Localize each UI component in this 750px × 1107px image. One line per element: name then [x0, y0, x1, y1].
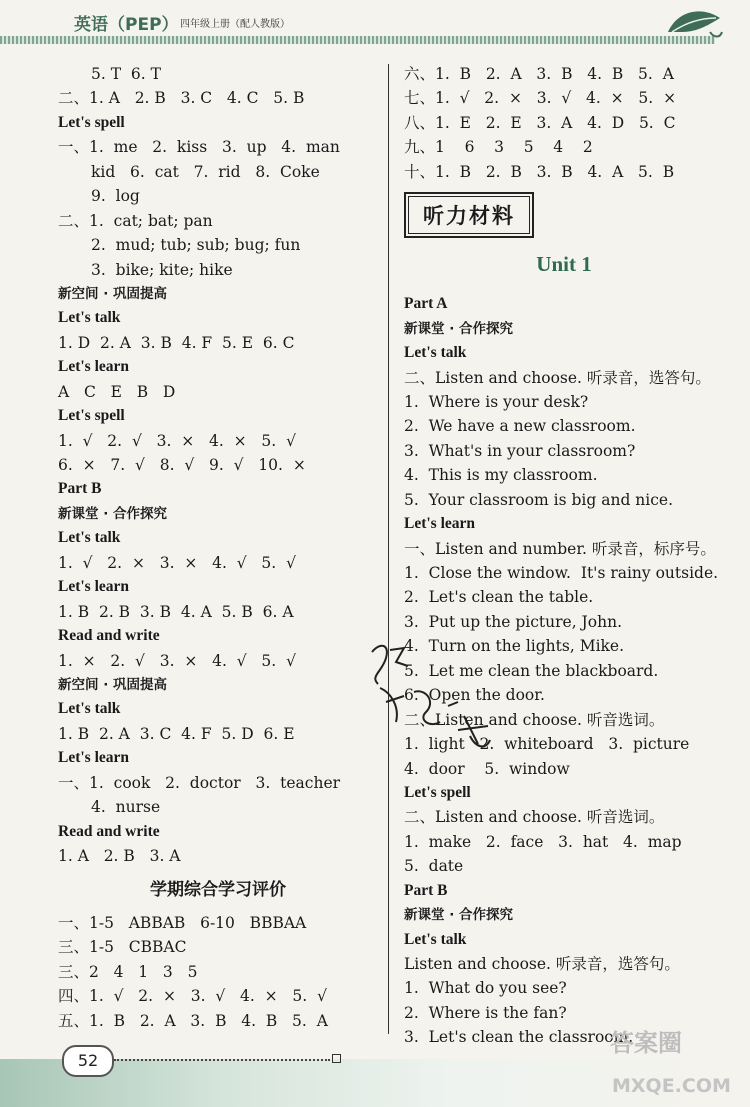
- text-line: 新课堂 · 合作探究: [404, 320, 514, 337]
- text-line: 3. Let's clean the classroom.: [404, 1028, 634, 1047]
- text-line: 4. This is my classroom.: [404, 466, 598, 485]
- text-line: 3. What's in your classroom?: [404, 441, 636, 460]
- text-line: Let's learn: [58, 749, 130, 767]
- text-line: 3. bike; kite; hike: [91, 260, 233, 279]
- text-line: Let's spell: [58, 113, 125, 131]
- listening-material-title: 听力材料: [408, 196, 530, 234]
- text-line: Let's spell: [404, 783, 471, 801]
- column-divider: [388, 64, 389, 1034]
- listening-material-box: [404, 184, 724, 244]
- text-line: 1. make 2. face 3. hat 4. map: [404, 832, 682, 851]
- text-line: Let's talk: [404, 930, 467, 948]
- text-line: Let's talk: [58, 529, 121, 547]
- header-band: [0, 36, 715, 44]
- text-line: 1. B 2. A 3. C 4. F 5. D 6. E: [58, 724, 295, 743]
- text-line: 1. × 2. √ 3. × 4. √ 5. √: [58, 651, 296, 670]
- book-title: 英语（PEP）: [74, 15, 179, 35]
- text-line: 4. nurse: [91, 798, 161, 817]
- text-line: 2. Let's clean the table.: [404, 588, 594, 607]
- text-line: 1. Close the window. It's rainy outside.: [404, 564, 719, 582]
- text-line: 4. Turn on the lights, Mike.: [404, 637, 625, 656]
- right-column: [404, 62, 724, 1050]
- text-line: 四、1. √ 2. × 3. √ 4. × 5. √: [58, 987, 327, 1006]
- text-line: 3. Put up the picture, John.: [404, 612, 622, 631]
- text-line: 新课堂 · 合作探究: [404, 907, 514, 924]
- text-line: 5. T 6. T: [91, 65, 161, 83]
- text-line: 二、Listen and choose. 听录音，选答句。: [404, 368, 711, 387]
- text-line: Read and write: [58, 627, 160, 645]
- text-line: 9. log: [91, 187, 140, 206]
- text-line: 1. D 2. A 3. B 4. F 5. E 6. C: [58, 333, 295, 352]
- text-line: 六、1. B 2. A 3. B 4. B 5. A: [404, 65, 674, 83]
- text-line: 5. Let me clean the blackboard.: [404, 661, 659, 680]
- text-line: 6. Open the door.: [404, 686, 545, 705]
- text-line: 五、1. B 2. A 3. B 4. B 5. A: [58, 1011, 328, 1030]
- text-line: Let's learn: [58, 578, 130, 596]
- text-line: 5. Your classroom is big and nice.: [404, 490, 674, 509]
- book-subtitle: 四年级上册（配人教版）: [180, 19, 290, 30]
- text-line: Part B: [404, 881, 448, 899]
- text-line: Listen and choose. 听录音，选答句。: [404, 955, 680, 973]
- text-line: 九、1 6 3 5 4 2: [404, 138, 593, 157]
- text-line: 1. light 2. whiteboard 3. picture: [404, 735, 690, 754]
- text-line: 十、1. B 2. B 3. B 4. A 5. B: [404, 162, 675, 181]
- text-line: 一、Listen and number. 听录音，标序号。: [404, 539, 716, 558]
- text-line: 1. What do you see?: [404, 979, 567, 998]
- text-line: 1. √ 2. √ 3. × 4. × 5. √: [58, 431, 296, 450]
- text-line: 2. We have a new classroom.: [404, 417, 636, 436]
- text-line: 二、Listen and choose. 听音选词。: [404, 710, 665, 729]
- page-footer: [0, 1017, 750, 1107]
- footer-dotted-line: [114, 1059, 330, 1061]
- text-line: Read and write: [58, 822, 160, 840]
- text-line: Part B: [58, 480, 102, 498]
- text-line: 4. door 5. window: [404, 759, 570, 778]
- text-line: Let's talk: [404, 344, 467, 362]
- text-line: A C E B D: [58, 382, 176, 401]
- right-answer-lines: [404, 62, 724, 184]
- text-line: 七、1. √ 2. × 3. √ 4. × 5. ×: [404, 89, 677, 108]
- text-line: kid 6. cat 7. rid 8. Coke: [91, 162, 320, 181]
- text-line: 三、2 4 1 3 5: [58, 962, 198, 981]
- text-line: 新课堂 · 合作探究: [58, 505, 168, 522]
- text-line: 二、Listen and choose. 听音选词。: [404, 808, 665, 827]
- text-line: 2. Where is the fan?: [404, 1003, 567, 1022]
- leaf-decoration-icon: [664, 2, 724, 42]
- text-line: Let's learn: [58, 358, 130, 376]
- watermark-logo: 答案圈: [610, 1029, 682, 1057]
- text-line: 一、1-5 ABBAB 6-10 BBBAA: [58, 913, 307, 932]
- text-line: 1. A 2. B 3. A: [58, 847, 181, 865]
- left-answer-lines: [58, 62, 378, 868]
- left-column: [58, 62, 378, 1033]
- text-line: Let's talk: [58, 700, 121, 718]
- section-title: 学期综合学习评价: [150, 880, 286, 901]
- page-header: [0, 0, 750, 48]
- text-line: Let's talk: [58, 309, 121, 327]
- text-line: 新空间 · 巩固提高: [58, 676, 168, 693]
- text-line: 6. × 7. √ 8. √ 9. √ 10. ×: [58, 456, 306, 474]
- left-answer-lines-after: [58, 911, 378, 1033]
- page-number: 52: [62, 1045, 114, 1077]
- text-line: 1. B 2. B 3. B 4. A 5. B 6. A: [58, 602, 294, 621]
- text-line: Let's spell: [58, 407, 125, 425]
- text-line: Part A: [404, 295, 448, 313]
- text-line: 八、1. E 2. E 3. A 4. D 5. C: [404, 113, 676, 132]
- text-line: 三、1-5 CBBAC: [58, 938, 187, 957]
- text-line: 5. date: [404, 857, 464, 876]
- text-line: 一、1. cook 2. doctor 3. teacher: [58, 773, 341, 792]
- text-line: 一、1. me 2. kiss 3. up 4. man: [58, 138, 340, 157]
- text-line: 二、1. cat; bat; pan: [58, 211, 213, 230]
- text-line: Let's learn: [404, 515, 476, 533]
- text-line: 1. √ 2. × 3. × 4. √ 5. √: [58, 553, 296, 572]
- text-line: 1. Where is your desk?: [404, 392, 589, 411]
- text-line: 新空间 · 巩固提高: [58, 285, 168, 302]
- watermark-url: MXQE.COM: [612, 1075, 731, 1097]
- text-line: 二、1. A 2. B 3. C 4. C 5. B: [58, 89, 305, 108]
- footer-square-icon: [332, 1054, 341, 1063]
- listening-script-lines: [404, 292, 724, 1050]
- unit-title: Unit 1: [536, 252, 592, 277]
- text-line: 2. mud; tub; sub; bug; fun: [91, 236, 301, 255]
